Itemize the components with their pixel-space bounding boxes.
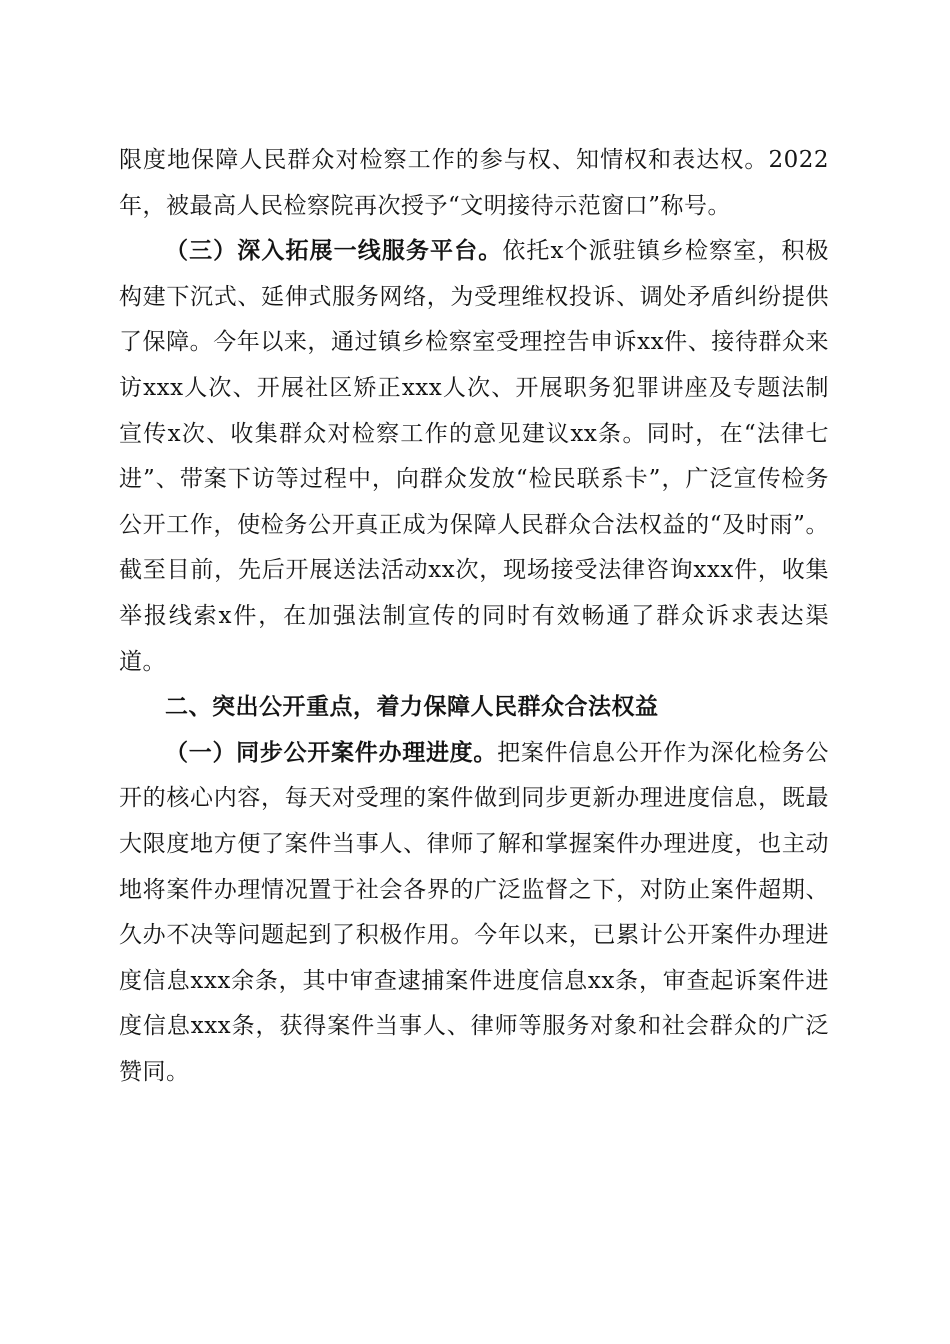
paragraph-text: 限度地保障人民群众对检察工作的参与权、知情权和表达权。2022年，被最高人民检察院再次授予“文明接待示范窗口”称号。 [119,147,829,219]
paragraph-section-1 [119,731,829,1096]
paragraph-continued [119,138,829,229]
paragraph-text: 依托x个派驻镇乡检察室，积极构建下沉式、延伸式服务网络，为受理维权投诉、调处矛盾纠纷提供了保障。今年以来，通过镇乡检察室受理控告申诉xx件、接待群众来访xxx人次、开展社区矫正xxx人次、开展职务犯罪讲座及专题法制宣传x次、收集群众对检察工作的意见建议xx条。同时，在“法律七进”、带案下访等过程中，向群众发放“检民联系卡”，广泛宣传检务公开工作，使检务公开真正成为保障人民群众合法权益的“及时雨”。截至目前，先后开展送法活动xx次，现场接受法律咨询xxx件，收集举报线索x件，在加强法制宣传的同时有效畅通了群众诉求表达渠道。 [119,238,829,675]
paragraph-lead-heading: （三）深入拓展一线服务平台。 [165,238,503,265]
paragraph-text: 把案件信息公开作为深化检务公开的核心内容，每天对受理的案件做到同步更新办理进度信息，既最大限度地方便了案件当事人、律师了解和掌握案件办理进度，也主动地将案件办理情况置于社会各界的广泛监督之下，对防止案件超期、久办不决等问题起到了积极作用。今年以来，已累计公开案件办理进度信息xxx余条，其中审查逮捕案件进度信息xx条，审查起诉案件进度信息xxx条，获得案件当事人、律师等服务对象和社会群众的广泛赞同。 [119,739,830,1085]
paragraph-lead-heading: （一）同步公开案件办理进度。 [165,739,498,766]
paragraph-section-3 [119,229,829,685]
section-heading: 二、突出公开重点，着力保障人民群众合法权益 [165,694,659,721]
document-body [119,138,829,1095]
